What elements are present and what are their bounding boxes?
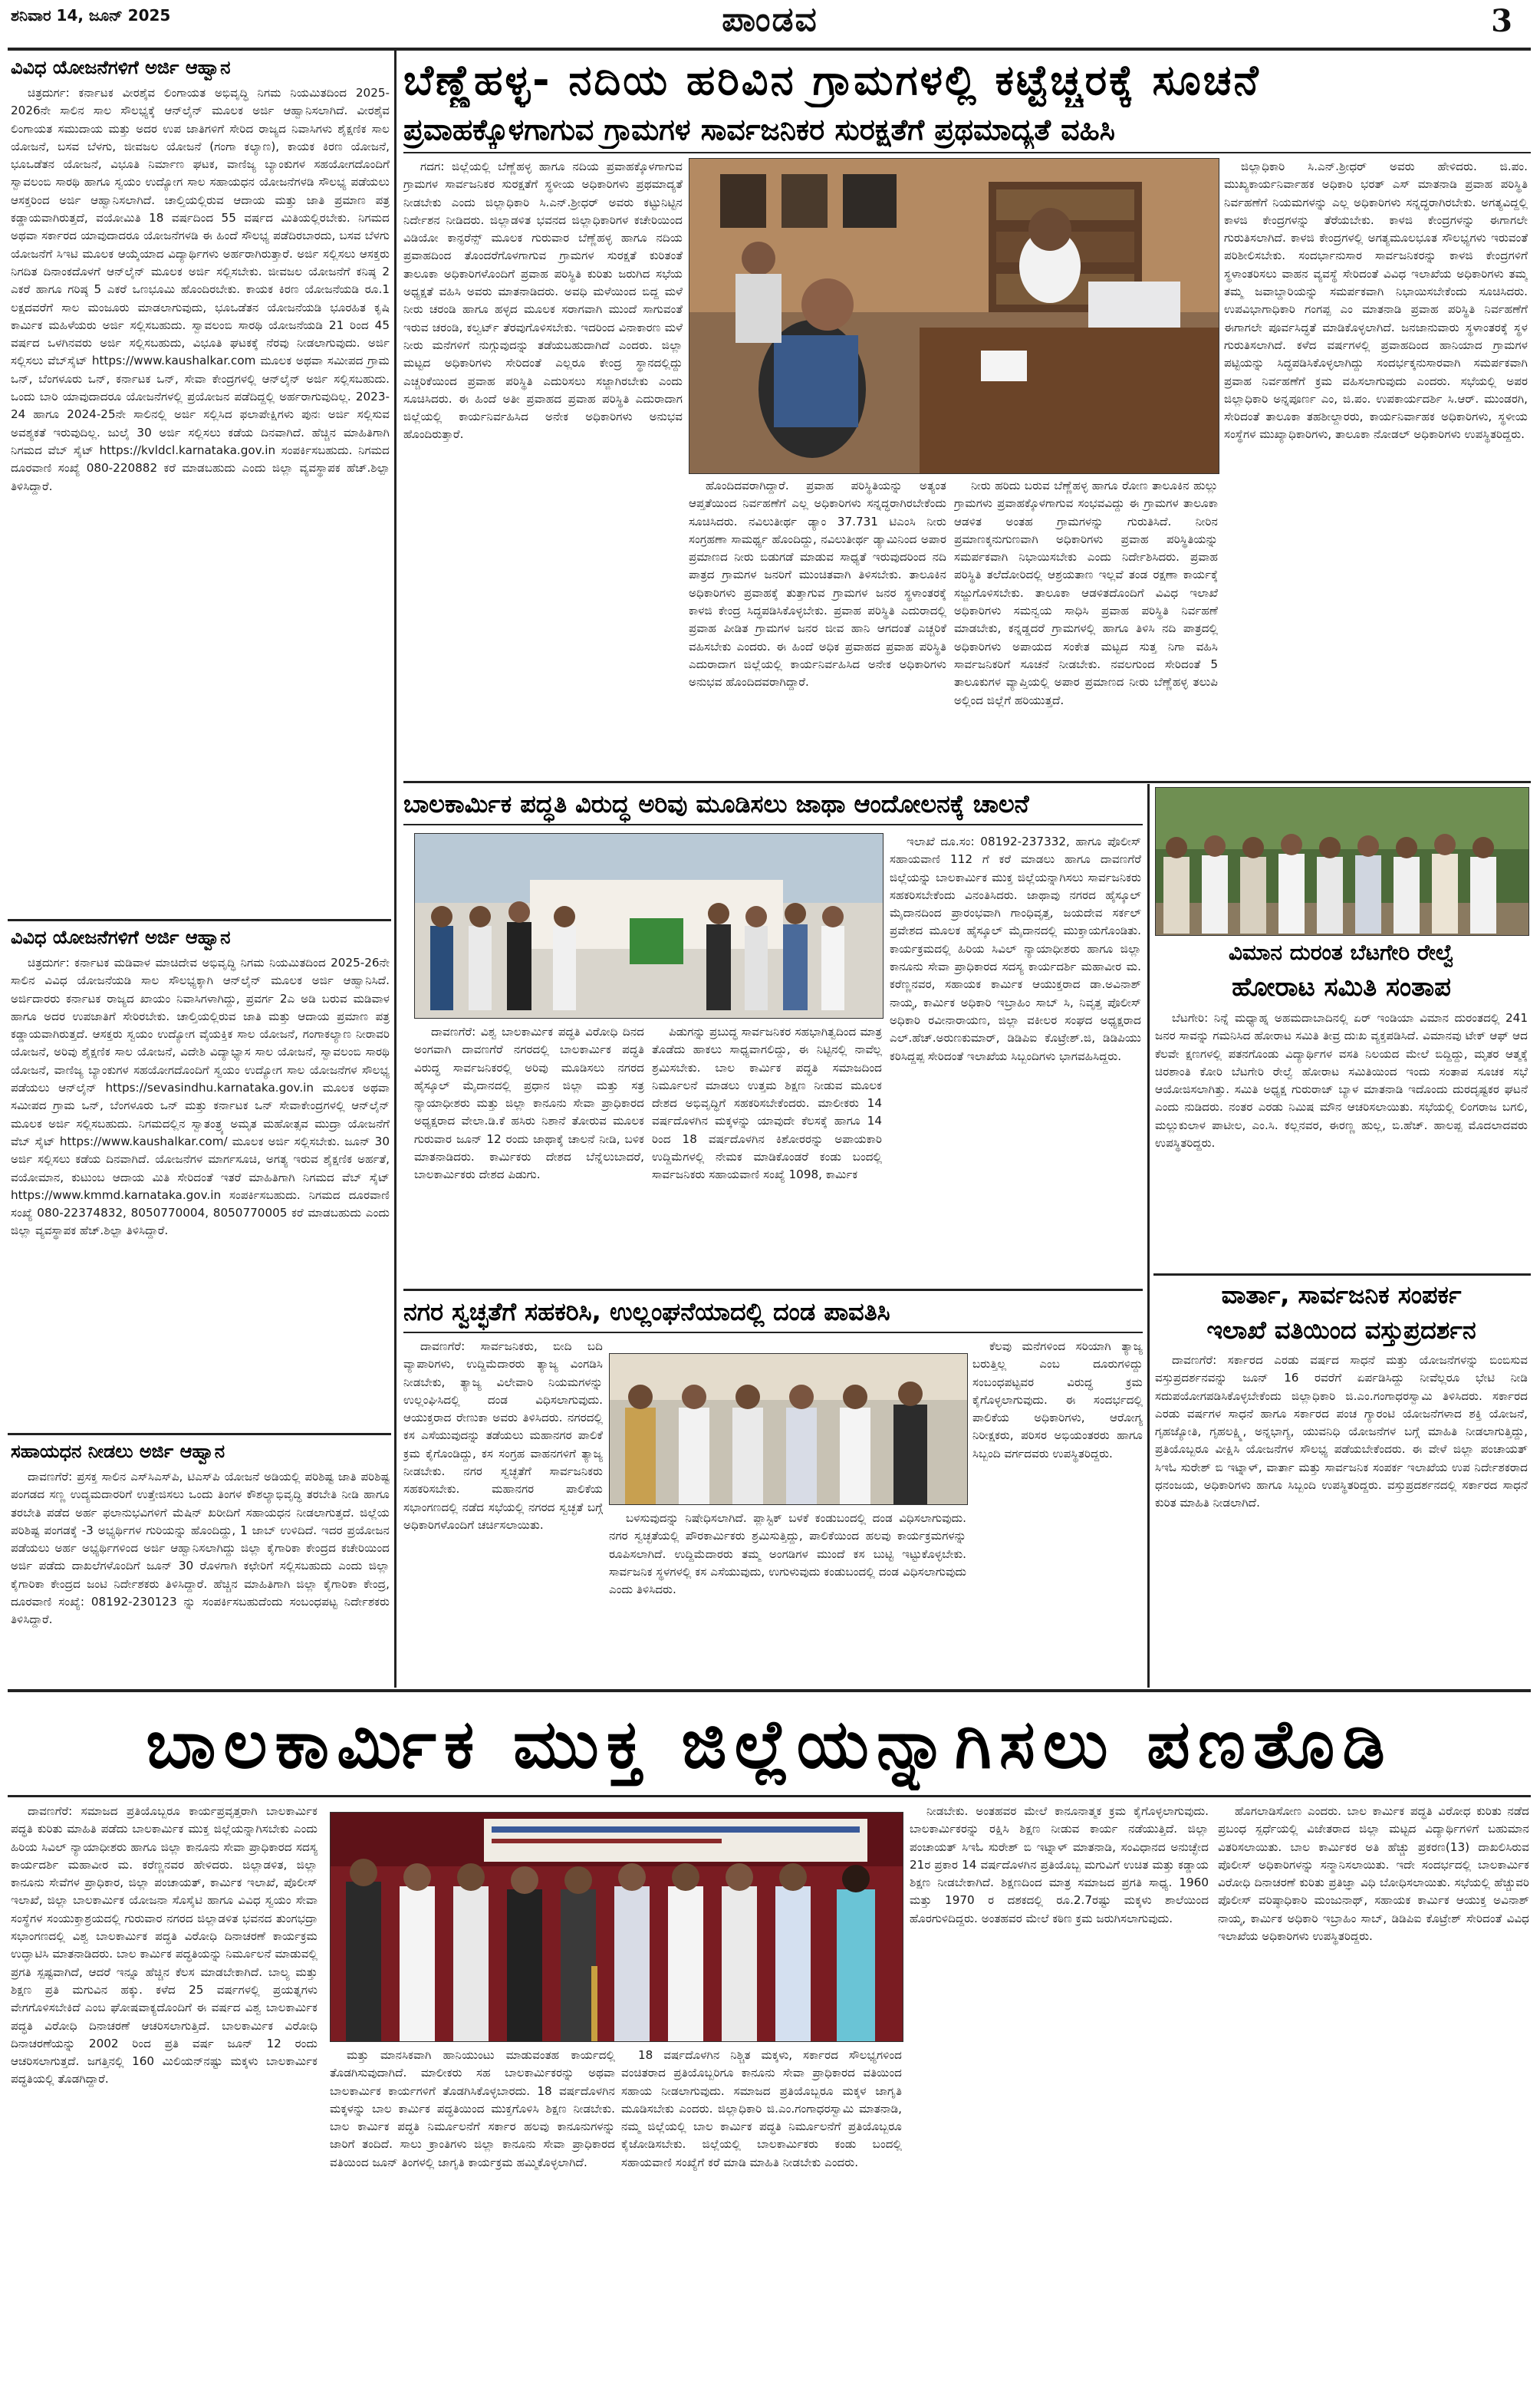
clean-article-col-1	[403, 1338, 603, 1686]
left-article-3	[11, 1468, 390, 1685]
plane-article-text: ಬೆಟಗೇರಿ: ನಿನ್ನೆ ಮಧ್ಯಾಹ್ನ ಅಹಮದಾಬಾದಿನಲ್ಲಿ ಏರ್ ಇಂಡಿಯಾ ವಿಮಾನ ದುರಂತದಲ್ಲಿ 241 ಜನರ ಸಾವನ್ನು ಗಮನಿಸಿದ ಹೋರಾಟ ಸಮಿತಿ ತೀವ್ರ ದುಃಖ ವ್ಯಕ್ತಪಡಿಸಿದೆ. ವಿಮಾನವು ಟೇಕ್ ಆಫ್ ಆದ ಕೆಲವೇ ಕ್ಷಣಗಳಲ್ಲಿ ಪತನಗೊಂಡು ವಿದ್ಯಾರ್ಥಿಗಳ ವಸತಿ ನಿಲಯದ ಮೇಲೆ ಬಿದ್ದಿದ್ದು, ಮೃತರ ಆತ್ಮಕ್ಕೆ ಚಿರಶಾಂತಿ ಕೋರಿ ಬೆಟಗೇರಿ ರೇಲ್ವೆ ಹೋರಾಟ ಸಮಿತಿಯಿಂದ ಇಂದು ಸಂತಾಪ ಸೂಚಕ ಸಭೆ ಆಯೋಜಿಸಲಾಗಿತ್ತು. ಸಮಿತಿ ಅಧ್ಯಕ್ಷ ಗುರುರಾಜ್ ಬ್ಯಾಳ ಮಾತನಾಡಿ ಇದೊಂದು ದುರದೃಷ್ಟಕರ ಘಟನೆ ಎಂದು ನುಡಿದರು. ನಂತರ ಎರಡು ನಿಮಿಷ ಮೌನ ಆಚರಿಸಲಾಯಿತು. ಸಭೆಯಲ್ಲಿ ಲಿಂಗರಾಜ ಬಗಲಿ, ಮಲ್ಲುಕುಲಾಳ ಪಾಟೀಲ, ಎಂ.ಸಿ. ಕಲ್ಲನವರ, ಈರಣ್ಣ ಹುಲ್ಲ, ಬಿ.ಹೆಚ್. ಹಾಲಪ್ಪ ಮೊದಲಾದವರು ಉಪಸ್ಥಿತರಿದ್ದರು.	[1155, 1011, 1528, 1151]
bottom-top-rule	[8, 1689, 1531, 1692]
bottom-article-col-2-text: ಮತ್ತು ಮಾನಸಿಕವಾಗಿ ಹಾನಿಯುಂಟು ಮಾಡುವಂತಹ ಕಾರ್ಯದಲ್ಲಿ ತೊಡಗಿಸುವುದಾಗಿದೆ. ಮಾಲೀಕರು ಸಹ ಬಾಲಕಾರ್ಮಿಕರನ್ನು ಅಥವಾ ಬಾಲಕಾರ್ಮಿಕ ಕಾರ್ಯಗಳಿಗೆ ತೊಡಗಿಸಿಕೊಳ್ಳಬಾರದು. 18 ವರ್ಷದೊಳಗಿನ ಮಕ್ಕಳನ್ನು ಬಾಲ ಕಾರ್ಮಿಕ ಪದ್ಧತಿಯಿಂದ ಮುಕ್ತಗೊಳಿಸಿ ಶಿಕ್ಷಣ ನೀಡಬೇಕು. ಬಾಲ ಕಾರ್ಮಿಕ ಪದ್ಧತಿ ನಿರ್ಮೂಲನೆಗೆ ಸರ್ಕಾರ ಹಲವು ಕಾನೂನುಗಳನ್ನು ಜಾರಿಗೆ ತಂದಿದೆ. ಸಾಲು ಕ್ರಾಂತಿಗಳು ಜಿಲ್ಲಾ ಕಾನೂನು ಸೇವಾ ಪ್ರಾಧಿಕಾರದ ವತಿಯಿಂದ ಜೂನ್ ತಿಂಗಳಲ್ಲಿ ಜಾಗೃತಿ ಕಾರ್ಯಕ್ರಮ ಹಮ್ಮಿಕೊಳ್ಳಲಾಗಿದೆ.	[330, 2048, 615, 2169]
masthead-rule	[8, 48, 1531, 51]
top-subheadline: ಪ್ರವಾಹಕ್ಕೊಳಗಾಗುವ ಗ್ರಾಮಗಳ ಸಾರ್ವಜನಿಕರ ಸುರಕ್ಷತೆಗೆ ಪ್ರಥಮಾದ್ಯತೆ ವಹಿಸಿ	[403, 113, 1115, 147]
meeting-photo-illustration	[689, 159, 1219, 473]
top-article-col-3-text: ನೀರು ಹರಿದು ಬರುವ ಬೆಣ್ಣೆಹಳ್ಳ ಹಾಗೂ ರೋಣ ತಾಲೂಕಿನ ಹುಲ್ಲು ಗ್ರಾಮಗಳು ಪ್ರವಾಹಕ್ಕೊಳಗಾಗುವ ಸಂಭವವಿದ್ದು ಈ ಗ್ರಾಮಗಳ ತಾಲೂಕಾ ಆಡಳಿತ ಅಂತಹ ಗ್ರಾಮಗಳನ್ನು ಗುರುತಿಸಿದೆ. ನೀರಿನ ಪ್ರಮಾಣಕ್ಕನುಗುಣವಾಗಿ ಅಧಿಕಾರಿಗಳು ಪ್ರವಾಹ ಪರಿಸ್ಥಿತಿಯನ್ನು ಸಮರ್ಪಕವಾಗಿ ನಿಭಾಯಿಸಬೇಕು ಎಂದು ನಿರ್ದೇಶಿಸಿದರು. ಪ್ರವಾಹ ಪರಿಸ್ಥಿತಿ ತಲೆದೋರಿದಲ್ಲಿ ಆಶ್ರಯತಾಣ ಇಲ್ಲವೆ ತಂಡ ರಕ್ಷಣಾ ಕಾರ್ಯಕ್ಕೆ ಸಜ್ಜುಗೊಳಿಸಬೇಕು. ತಾಲೂಕಾ ಆಡಳಿತದೊಂದಿಗೆ ವಿವಿಧ ಇಲಾಖೆ ಅಧಿಕಾರಿಗಳು ಸಮನ್ವಯ ಸಾಧಿಸಿ ಪ್ರವಾಹ ಪರಿಸ್ಥಿತಿ ನಿರ್ವಹಣೆ ಮಾಡಬೇಕು, ಕನ್ನಡ್ಡದರೆ ಗ್ರಾಮಗಳಲ್ಲಿ ಹಾಗೂ ತಿಳಿಸಿ ನದಿ ಪಾತ್ರದಲ್ಲಿ ಅಧಿಕಾರಿಗಳು ಅಪಾಯದ ಸಂಕೇತ ಮಟ್ಟದ ಸುತ್ತ ನಿಗಾ ವಹಿಸಿ ಸಾರ್ವಜನಿಕರಿಗೆ ಸೂಚನೆ ನೀಡಬೇಕು. ನವಲಗುಂದ ಸೇರಿದಂತೆ 5 ತಾಲೂಕುಗಳ ವ್ಯಾಪ್ತಿಯಲ್ಲಿ ಅಪಾರ ಪ್ರಮಾಣದ ನೀರು ಬೆಣ್ಣೆಹಳ್ಳ ತಲುಪಿ ಅಲ್ಲಿಂದ ಜಿಲ್ಲೆಗೆ ಹರಿಯುತ್ತದೆ.	[954, 479, 1218, 707]
left-article-2	[11, 954, 390, 1430]
plane-article	[1155, 1009, 1528, 1272]
jatha-article-col-1	[414, 1023, 644, 1286]
left-article-1-text: ಚಿತ್ರದುರ್ಗ: ಕರ್ನಾಟಕ ವೀರಶೈವ ಲಿಂಗಾಯತ ಅಭಿವೃದ್ಧಿ ನಿಗಮ ನಿಯಮಿತದಿಂದ 2025-2026ನೇ ಸಾಲಿನ ಸಾಲ ಸೌಲಭ್ಯಕ್ಕೆ ಆನ್‌ಲೈನ್ ಮೂಲಕ ಅರ್ಜಿ ಆಹ್ವಾನಿಸಲಾಗಿದೆ. ವೀರಶೈವ ಲಿಂಗಾಯತ ಸಮುದಾಯ ಮತ್ತು ಅದರ ಉಪ ಜಾತಿಗಳಿಗೆ ಸೇರಿದ ರಾಜ್ಯದ ನಿವಾಸಿಗಳು ಶೈಕ್ಷಣಿಕ ಸಾಲ ಯೋಜನೆ, ಬಸವ ಬೆಳಗು, ಜೀವಜಲ ಯೋಜನೆ (ಗಂಗಾ ಕಲ್ಯಾಣ), ಕಾಯಕ ಕಿರಣ ಯೋಜನೆ, ಭೂಒಡೆತನ ಯೋಜನೆ, ವಿಭೂತಿ ನಿರ್ಮಾಣ ಘಟಕ, ವಾಣಿಜ್ಯ ಬ್ಯಾಂಕುಗಳ ಸಹಯೋಗದೊಂದಿಗೆ ಸ್ವಾವಲಂಬಿ ಸಾರಥಿ ಹಾಗೂ ಸ್ವಯಂ ಉದ್ಯೋಗ ಸಾಲ ಸಹಾಯಧನ ಯೋಜನೆಗಳಡಿ ಸೌಲಭ್ಯ ಪಡೆಯಲು ಆಸಕ್ತರಿಂದ ಅರ್ಜಿ ಆಹ್ವಾನಿಸಲಾಗಿದೆ. ಚಾಲ್ತಿಯಲ್ಲಿರುವ ಆದಾಯ ಮತ್ತು ಜಾತಿ ಪ್ರಮಾಣ ಪತ್ರ ಕಡ್ಡಾಯವಾಗಿರುತ್ತದೆ, ವಯೋಮಿತಿ 18 ವರ್ಷದಿಂದ 55 ವರ್ಷದ ಮಿತಿಯಲ್ಲಿರಬೇಕು. ನಿಗಮದ ಅಥವಾ ಸರ್ಕಾರದ ಯಾವುದಾದರೂ ಯೋಜನೆಗಳಡಿ ಈ ಹಿಂದೆ ಸೌಲಭ್ಯ ಪಡೆದಿರಬಾರದು, ಬಸವ ಬೆಳಗು ಯೋಜನೆಗೆ ಸಿಇಟಿ ಮೂಲಕ ಆಯ್ಕೆಯಾದ ವಿದ್ಯಾರ್ಥಿಗಳು ಅರ್ಹರಾಗಿರುತ್ತಾರೆ. ಅರ್ಜಿ ಸಲ್ಲಿಸಲು ಆಸಕ್ತರು ನಿಗದಿತ ದಿನಾಂಕದೊಳಗೆ ಆನ್‌ಲೈನ್ ಮೂಲಕ ಅರ್ಜಿ ಸಲ್ಲಿಸಬೇಕು. ಜೀವಜಲ ಯೋಜನೆಗೆ ಕನಿಷ್ಠ 2 ಎಕರೆ ಹಾಗೂ ಗರಿಷ್ಠ 5 ಎಕರೆ ಒಣಭೂಮಿ ಹೊಂದಿರಬೇಕು. ಕಾಯಕ ಕಿರಣ ಯೋಜನೆಯಡಿ ರೂ.1 ಲಕ್ಷದವರೆಗೆ ಸಾಲ ಮಂಜೂರು ಮಾಡಲಾಗುವುದು, ಭೂಒಡೆತನ ಯೋಜನೆಯಡಿ ಭೂರಹಿತ ಕೃಷಿ ಕಾರ್ಮಿಕ ಮಹಿಳೆಯರು ಅರ್ಜಿ ಸಲ್ಲಿಸಬಹುದು. ಸ್ವಾವಲಂಬಿ ಸಾರಥಿ ಯೋಜನೆಯಡಿ 21 ರಿಂದ 45 ವರ್ಷದ ಒಳಗಿನವರು ಅರ್ಜಿ ಸಲ್ಲಿಸಬಹುದು, ವಿಭೂತಿ ಘಟಕಕ್ಕೆ ನೆರವು ನೀಡಲಾಗುವುದು. ಅರ್ಜಿ ಸಲ್ಲಿಸಲು ವೆಬ್‌ಸೈಟ್ https://www.kaushalkar.com ಮೂಲಕ ಅಥವಾ ಸಮೀಪದ ಗ್ರಾಮ ಒನ್, ಬೆಂಗಳೂರು ಒನ್, ಕರ್ನಾಟಕ ಒನ್, ಸೇವಾ ಕೇಂದ್ರಗಳಲ್ಲಿ ಆನ್‌ಲೈನ್ ಅರ್ಜಿ ಸಲ್ಲಿಸಬಹುದು. ಒಂದು ಬಾರಿ ಯಾವುದಾದರೂ ಯೋಜನೆಗಳಲ್ಲಿ ಪ್ರಯೋಜನ ಪಡೆದಿದ್ದಲ್ಲಿ ಅರ್ಹರಾಗುವುದಿಲ್ಲ. 2023-24 ಹಾಗೂ 2024-25ನೇ ಸಾಲಿನಲ್ಲಿ ಅರ್ಜಿ ಸಲ್ಲಿಸಿದ ಫಲಾಪೇಕ್ಷಿಗಳು ಪುನಃ ಅರ್ಜಿ ಸಲ್ಲಿಸುವ ಅವಶ್ಯಕತೆ ಇರುವುದಿಲ್ಲ. ಜುಲೈ 30 ಅರ್ಜಿ ಸಲ್ಲಿಸಲು ಕಡೆಯ ದಿನವಾಗಿದೆ. ಹೆಚ್ಚಿನ ಮಾಹಿತಿಗಾಗಿ ನಿಗಮದ ವೆಬ್ ಸೈಟ್ https://kvldcl.karnataka.gov.in ಸಂಪರ್ಕಿಸಬಹುದು. ನಿಗಮದ ದೂರವಾಣಿ ಸಂಖ್ಯೆ 080-220882 ಕರೆ ಮಾಡಬಹುದು ಎಂದು ಜಿಲ್ಲಾ ವ್ಯವಸ್ಥಾಪಕ ಹೆಚ್.ಶಿಲ್ಪಾ ತಿಳಿಸಿದ್ದಾರೆ.	[11, 86, 390, 493]
clean-headline: ನಗರ ಸ್ವಚ್ಛತೆಗೆ ಸಹಕರಿಸಿ, ಉಲ್ಲಂಘನೆಯಾದಲ್ಲಿ ದಂಡ ಪಾವತಿಸಿ	[403, 1297, 890, 1326]
top-article-col-2-text: ಹೊಂದಿದವರಾಗಿದ್ದಾರೆ. ಪ್ರವಾಹ ಪರಿಸ್ಥಿತಿಯನ್ನು ಅತ್ಯಂತ ಆಪ್ತತೆಯಿಂದ ನಿರ್ವಹಣೆಗೆ ಎಲ್ಲ ಅಧಿಕಾರಿಗಳು ಸನ್ನದ್ಧರಾಗಿರಬೇಕೆಂದು ಸೂಚಿಸಿದರು. ನವಿಲುತೀರ್ಥ ಡ್ಯಾಂ 37.731 ಟಿಎಂಸಿ ನೀರು ಸಂಗ್ರಹಣಾ ಸಾಮರ್ಥ್ಯ ಹೊಂದಿದ್ದು, ನವಿಲುತೀರ್ಥ ಡ್ಯಾಮಿನಿಂದ ಅಪಾರ ಪ್ರಮಾಣದ ನೀರು ಬಿಡುಗಡೆ ಮಾಡುವ ಸಾಧ್ಯತೆ ಇರುವುದರಿಂದ ನದಿ ಪಾತ್ರದ ಗ್ರಾಮಗಳ ಜನರಿಗೆ ಮುಂಚಿತವಾಗಿ ತಿಳಿಸಬೇಕು. ತಾಲೂಕಿನ ಅಧಿಕಾರಿಗಳು ಪ್ರವಾಹಕ್ಕೆ ತುತ್ತಾಗುವ ಗ್ರಾಮಗಳ ಜನರ ಸ್ಥಳಾಂತರಕ್ಕೆ ಕಾಳಜಿ ಕೇಂದ್ರ ಸಿದ್ಧಪಡಿಸಿಕೊಳ್ಳಬೇಕು. ಪ್ರವಾಹ ಪರಿಸ್ಥಿತಿ ಎದುರಾದಲ್ಲಿ ಪ್ರವಾಹ ಪೀಡಿತ ಗ್ರಾಮಗಳ ಜನರ ಜೀವ ಹಾನಿ ಆಗದಂತೆ ಎಚ್ಚರಿಕೆ ವಹಿಸಬೇಕು ಎಂದರು. ಈ ಹಿಂದೆ ಅಧಿಕ ಪ್ರವಾಹದ ಪ್ರವಾಹ ಪರಿಸ್ಥಿತಿ ಎದುರಾದಾಗ ಜಿಲ್ಲೆಯಲ್ಲಿ ಕಾರ್ಯನಿರ್ವಹಿಸಿದ ಅನೇಕ ಅಧಿಕಾರಿಗಳು ಅನುಭವ ಹೊಂದಿದವರಾಗಿದ್ದಾರೆ.	[689, 479, 946, 690]
left-vertical-rule	[394, 51, 397, 1688]
left-headline-3: ಸಹಾಯಧನ ನೀಡಲು ಅರ್ಜಿ ಆಹ್ವಾನ	[11, 1441, 225, 1462]
clean-photo-illustration	[610, 1354, 967, 1504]
info-headline-2: ಇಲಾಖೆ ವತಿಯಿಂದ ವಸ್ತುಪ್ರದರ್ಶನ	[1206, 1316, 1476, 1345]
left-article-1	[11, 84, 390, 917]
top-article-col-4-text: ಜಿಲ್ಲಾಧಿಕಾರಿ ಸಿ.ಎನ್.ಶ್ರೀಧರ್ ಅವರು ಹೇಳಿದರು. ಜಿ.ಪಂ. ಮುಖ್ಯಕಾರ್ಯನಿರ್ವಾಹಕ ಅಧಿಕಾರಿ ಭರತ್ ಎಸ್ ಮಾತನಾಡಿ ಪ್ರವಾಹ ಪರಿಸ್ಥಿತಿ ನಿರ್ವಹಣೆಗೆ ನಿಯಮಗಳನ್ನು ಎಲ್ಲ ಅಧಿಕಾರಿಗಳು ಸನ್ನದ್ಧರಾಗಿರಬೇಕು. ಅಗತ್ಯವಿದ್ದಲ್ಲಿ ಕಾಳಜಿ ಕೇಂದ್ರಗಳನ್ನು ತೆರೆಯಬೇಕು. ಕಾಳಜಿ ಕೇಂದ್ರಗಳನ್ನು ಈಗಾಗಲೇ ಗುರುತಿಸಲಾಗಿದೆ. ಕಾಳಜಿ ಕೇಂದ್ರಗಳಲ್ಲಿ ಅಗತ್ಯಮೂಲಭೂತ ಸೌಲಭ್ಯಗಳು ಇರುವಂತೆ ಪರಿಶೀಲಿಸಬೇಕು. ಸಂದರ್ಭಾನುಸಾರ ಸಾರ್ವಜನಿಕರನ್ನು ಕಾಳಜಿ ಕೇಂದ್ರಗಳಿಗೆ ಸ್ಥಳಾಂತರಿಸಲು ವಾಹನ ವ್ಯವಸ್ಥೆ ಸೇರಿದಂತೆ ವಿವಿಧ ಇಲಾಖೆಯ ಅಧಿಕಾರಿಗಳು ತಮ್ಮ ತಮ್ಮ ಜವಾಬ್ದಾರಿಯನ್ನು ಸಮರ್ಪಕವಾಗಿ ನಿಭಾಯಿಸಬೇಕೆಂದು ಸೂಚಿಸಿದರು. ಉಪವಿಭಾಗಾಧಿಕಾರಿ ಗಂಗಪ್ಪ ಎಂ ಮಾತನಾಡಿ ಪ್ರವಾಹ ಪರಿಸ್ಥಿತಿ ನಿರ್ವಹಣೆಗೆ ಈಗಾಗಲೇ ಪೂರ್ವಸಿದ್ಧತೆ ಮಾಡಿಕೊಳ್ಳಲಾಗಿದೆ. ಜನಜಾನುವಾರು ಸ್ಥಳಾಂತರಕ್ಕೆ ಸ್ಥಳ ಗುರುತಿಸಲಾಗಿದೆ. ಕಳೆದ ವರ್ಷಗಳಲ್ಲಿ ಪ್ರವಾಹದಿಂದ ಹಾನಿಯಾದ ಗ್ರಾಮಗಳ ಪಟ್ಟಿಯನ್ನು ಸಿದ್ಧಪಡಿಸಿಕೊಳ್ಳಲಾಗಿದ್ದು ಸಂದರ್ಭಕ್ಕನುಸಾರವಾಗಿ ಸಮರ್ಪಕವಾಗಿ ಪ್ರವಾಹ ನಿರ್ವಹಣೆಗೆ ಕ್ರಮ ವಹಿಸಲಾಗುವುದು ಎಂದರು. ಸಭೆಯಲ್ಲಿ ಅಪರ ಜಿಲ್ಲಾಧಿಕಾರಿ ಅನ್ನಪೂರ್ಣ ಎಂ, ಜಿ.ಪಂ. ಉಪಕಾರ್ಯದರ್ಶಿ ಸಿ.ಆರ್. ಮುಂಡರಗಿ, ಸೇರಿದಂತೆ ತಾಲೂಕಾ ತಹಶೀಲ್ದಾರರು, ಕಾರ್ಯನಿರ್ವಾಹಕ ಅಧಿಕಾರಿಗಳು, ಸ್ಥಳೀಯ ಸಂಸ್ಥೆಗಳ ಮುಖ್ಯಾಧಿಕಾರಿಗಳು, ತಾಲೂಕಾ ನೋಡಲ್ ಅಧಿಕಾರಿಗಳು ಉಪಸ್ಥಿತರಿದ್ದರು.	[1224, 160, 1528, 442]
jatha-headline: ಬಾಲಕಾರ್ಮಿಕ ಪದ್ಧತಿ ವಿರುದ್ಧ ಅರಿವು ಮೂಡಿಸಲು ಜಾಥಾ ಆಂದೋಲನಕ್ಕೆ ಚಾಲನೆ	[403, 789, 1029, 818]
clean-article-col-1-text: ದಾವಣಗೆರೆ: ಸಾರ್ವಜನಿಕರು, ಬೀದಿ ಬದಿ ವ್ಯಾಪಾರಿಗಳು, ಉದ್ದಿಮೆದಾರರು ತ್ಯಾಜ್ಯ ವಿಂಗಡಿಸಿ ನೀಡಬೇಕು, ತ್ಯಾಜ್ಯ ವಿಲೇವಾರಿ ನಿಯಮಗಳನ್ನು ಉಲ್ಲಂಘಿಸಿದಲ್ಲಿ ದಂಡ ವಿಧಿಸಲಾಗುವುದು. ಆಯುಕ್ತರಾದ ರೇಣುಕಾ ಅವರು ತಿಳಿಸಿದರು. ನಗರದಲ್ಲಿ ಕಸ ಎಸೆಯುವುದನ್ನು ತಡೆಯಲು ಮಹಾನಗರ ಪಾಲಿಕೆ ಕ್ರಮ ಕೈಗೊಂಡಿದ್ದು, ಕಸ ಸಂಗ್ರಹ ವಾಹನಗಳಿಗೆ ತ್ಯಾಜ್ಯ ನೀಡಬೇಕು. ನಗರ ಸ್ವಚ್ಛತೆಗೆ ಸಾರ್ವಜನಿಕರು ಸಹಕರಿಸಬೇಕು. ಮಹಾನಗರ ಪಾಲಿಕೆಯ ಸಭಾಂಗಣದಲ್ಲಿ ನಡೆದ ಸಭೆಯಲ್ಲಿ ನಗರದ ಸ್ವಚ್ಛತೆ ಬಗ್ಗೆ ಅಧಿಕಾರಿಗಳೊಂದಿಗೆ ಚರ್ಚಿಸಲಾಯಿತು.	[403, 1339, 603, 1532]
top-banner-headline: ಬೆಣ್ಣೆಹಳ್ಳ- ನದಿಯ ಹರಿವಿನ ಗ್ರಾಮಗಳಲ್ಲಿ ಕಟ್ಟೆಚ್ಚರಕ್ಕೆ ಸೂಚನೆ	[403, 56, 1261, 104]
clean-underline	[403, 1332, 1143, 1333]
jatha-article-col-3	[890, 833, 1141, 1286]
plane-headline-2: ಹೋರಾಟ ಸಮಿತಿ ಸಂತಾಪ	[1232, 972, 1451, 1003]
bottom-article-col-1	[11, 1803, 318, 2393]
bottom-banner-headline: ಬಾಲಕಾರ್ಮಿಕ ಮುಕ್ತ ಜಿಲ್ಲೆಯನ್ನಾಗಿಸಲು ಪಣತೊಡಿ	[146, 1704, 1393, 1783]
bottom-banner-rule	[8, 1795, 1531, 1797]
jatha-article-col-2-text: ಪಿಡುಗನ್ನು ಪ್ರಬುದ್ಧ ಸಾರ್ವಜನಿಕರ ಸಹಭಾಗಿತ್ವದಿಂದ ಮಾತ್ರ ತೊಡೆದು ಹಾಕಲು ಸಾಧ್ಯವಾಗಲಿದ್ದು, ಈ ನಿಟ್ಟಿನಲ್ಲಿ ನಾವೆಲ್ಲ ಶ್ರಮಿಸಬೇಕು. ಬಾಲ ಕಾರ್ಮಿಕ ಪದ್ಧತಿ ಸಮಾಜದಿಂದ ನಿರ್ಮೂಲನೆ ಮಾಡಲು ಉತ್ತಮ ಶಿಕ್ಷಣ ನೀಡುವ ಮೂಲಕ ದೇಶದ ಅಭಿವೃದ್ಧಿಗೆ ಸಹಕರಿಸಬೇಕೆಂದರು. ಮಾಲೀಕರು 14 ವರ್ಷದೊಳಗಿನ ಮಕ್ಕಳನ್ನು ಯಾವುದೇ ಕೆಲಸಕ್ಕೆ ಹಾಗೂ 14 ರಿಂದ 18 ವರ್ಷದೊಳಗಿನ ಕಿಶೋರರನ್ನು ಅಪಾಯಕಾರಿ ಉದ್ದಿಮೆಗಳಲ್ಲಿ ನೇಮಕ ಮಾಡಿಕೊಂಡರೆ ಕಂಡು ಬಂದಲ್ಲಿ ಸಾರ್ವಜನಿಕರು ಸಹಾಯವಾಣಿ ಸಂಖ್ಯೆ 1098, ಕಾರ್ಮಿಕ	[652, 1025, 882, 1182]
bottom-article-col-5	[1218, 1803, 1529, 2393]
top-article-col-4	[1224, 158, 1528, 779]
bottom-article-col-1-text: ದಾವಣಗೆರೆ: ಸಮಾಜದ ಪ್ರತಿಯೊಬ್ಬರೂ ಕಾರ್ಯಪ್ರವೃತ್ತರಾಗಿ ಬಾಲಕಾರ್ಮಿಕ ಪದ್ಧತಿ ಕುರಿತು ಮಾಹಿತಿ ಪಡೆದು ಬಾಲಕಾರ್ಮಿಕ ಮುಕ್ತ ಜಿಲ್ಲೆಯನ್ನಾಗಿಸಬೇಕು ಎಂದು ಹಿರಿಯ ಸಿವಿಲ್ ನ್ಯಾಯಾಧೀಶರು ಹಾಗೂ ಜಿಲ್ಲಾ ಕಾನೂನು ಸೇವಾ ಪ್ರಾಧಿಕಾರದ ಸದಸ್ಯ ಕಾರ್ಯದರ್ಶಿ ಮಹಾವೀರ ಮ. ಕರೆಣ್ಣನವರ ಹೇಳಿದರು. ಜಿಲ್ಲಾಡಳಿತ, ಜಿಲ್ಲಾ ಕಾನೂನು ಸೇವೆಗಳ ಪ್ರಾಧಿಕಾರ, ಜಿಲ್ಲಾ ಪಂಚಾಯತ್, ಕಾರ್ಮಿಕ ಇಲಾಖೆ, ಪೊಲೀಸ್ ಇಲಾಖೆ, ಜಿಲ್ಲಾ ಬಾಲಕಾರ್ಮಿಕ ಯೋಜನಾ ಸೊಸೈಟಿ ಹಾಗೂ ವಿವಿಧ ಸ್ವಯಂ ಸೇವಾ ಸಂಸ್ಥೆಗಳ ಸಂಯುಕ್ತಾಶ್ರಯದಲ್ಲಿ ಗುರುವಾರ ನಗರದ ಜಿಲ್ಲಾಡಳಿತ ಭವನದ ತುಂಗಭದ್ರಾ ಸಭಾಂಗಣದಲ್ಲಿ ವಿಶ್ವ ಬಾಲಕಾರ್ಮಿಕ ಪದ್ಧತಿ ವಿರೋಧಿ ದಿನಾಚರಣೆ ಕಾರ್ಯಕ್ರಮ ಉದ್ಘಾಟಿಸಿ ಮಾತನಾಡಿದರು. ಬಾಲ ಕಾರ್ಮಿಕ ಪದ್ಧತಿಯನ್ನು ನಿರ್ಮೂಲನೆ ಮಾಡುವಲ್ಲಿ ಪ್ರಗತಿ ಸ್ಪಷ್ಟವಾಗಿದೆ, ಆದರೆ ಇನ್ನೂ ಹೆಚ್ಚಿನ ಕೆಲಸ ಮಾಡಬೇಕಾಗಿದೆ. ಬಾಲ್ಯ ಮತ್ತು ಶಿಕ್ಷಣ ಪ್ರತಿ ಮಗುವಿನ ಹಕ್ಕು. ಕಳೆದ 25 ವರ್ಷಗಳಲ್ಲಿ ಪ್ರಯತ್ನಗಳು ವೇಗಗೊಳಿಸಬೇಕಿದೆ ಎಂಬ ಘೋಷವಾಕ್ಯದೊಂದಿಗೆ ಈ ವರ್ಷದ ವಿಶ್ವ ಬಾಲಕಾರ್ಮಿಕ ಪದ್ಧತಿ ವಿರೋಧಿ ದಿನಾಚರಣೆ ಆಚರಿಸಲಾಗುತ್ತಿದೆ. ಬಾಲಕಾರ್ಮಿಕ ವಿರೋಧಿ ದಿನಾಚರಣೆಯನ್ನು 2002 ರಿಂದ ಪ್ರತಿ ವರ್ಷ ಜೂನ್ 12 ರಂದು ಆಚರಿಸಲಾಗುತ್ತದೆ. ಜಗತ್ತಿನಲ್ಲಿ 160 ಮಿಲಿಯನ್‌ನಷ್ಟು ಮಕ್ಕಳು ಬಾಲಕಾರ್ಮಿಕ ಪದ್ಧತಿಯಲ್ಲಿ ತೊಡಗಿದ್ದಾರೆ.	[11, 1804, 318, 2086]
left-article-3-text: ದಾವಣಗೆರೆ: ಪ್ರಸಕ್ತ ಸಾಲಿನ ಎಸ್‌ಸಿಎಸ್‌ಪಿ, ಟಿಎಸ್‌ಪಿ ಯೋಜನೆ ಅಡಿಯಲ್ಲಿ ಪರಿಶಿಷ್ಟ ಜಾತಿ ಪರಿಶಿಷ್ಟ ಪಂಗಡದ ಸಣ್ಣ ಉದ್ಯಮದಾರರಿಗೆ ಉತ್ತೇಜಿಸಲು ಒಂದು ತಿಂಗಳ ಕೌಶಲ್ಯಾಭಿವೃದ್ಧಿ ತರಬೇತಿ ನೀಡಿ ಹಾಗೂ ತರಬೇತಿ ಪಡೆದ ಅರ್ಹ ಫಲಾನುಭವಿಗಳಿಗೆ ಮೆಷಿನ್ ಖರೀದಿಗೆ ಸಹಾಯಧನ ನೀಡಲಾಗುತ್ತದೆ. ಜಿಲ್ಲೆಯ ಪರಿಶಿಷ್ಟ ಪಂಗಡಕ್ಕೆ -3 ಅಭ್ಯರ್ಥಿಗಳ ಗುರಿಯನ್ನು ಹೊಂದಿದ್ದು, 1 ಜಾಬ್ ಉಳಿದಿದೆ. ಇದರ ಪ್ರಯೋಜನ ಪಡೆಯಲು ಅರ್ಹ ಅಭ್ಯರ್ಥಿಗಳಿಂದ ಅರ್ಜಿ ಆಹ್ವಾನಿಸಲಾಗಿದ್ದು ಜಿಲ್ಲಾ ಕೈಗಾರಿಕಾ ಕೇಂದ್ರದ ಕಚೇರಿಯಿಂದ ಅರ್ಜಿ ಪಡೆದು ದಾಖಲೆಗಳೊಂದಿಗೆ ಜೂನ್ 30 ರೊಳಗಾಗಿ ಕಛೇರಿಗೆ ಸಲ್ಲಿಸಬಹುದು ಎಂದು ಜಿಲ್ಲಾ ಕೈಗಾರಿಕಾ ಕೇಂದ್ರದ ಜಂಟಿ ನಿರ್ದೇಶಕರು ತಿಳಿಸಿದ್ದಾರೆ. ಹೆಚ್ಚಿನ ಮಾಹಿತಿಗಾಗಿ ಜಿಲ್ಲಾ ಕೈಗಾರಿಕಾ ಕೇಂದ್ರ, ದೂರವಾಣಿ ಸಂಖ್ಯೆ: 08192-230123 ನ್ನು ಸಂಪರ್ಕಿಸಬಹುದೆಂದು ಸಂಬಂಧಪಟ್ಟ ನಿರ್ದೇಶಕರು ತಿಳಿಸಿದ್ದಾರೆ.	[11, 1470, 390, 1627]
meeting-photo	[689, 158, 1219, 474]
jatha-article-col-1-text: ದಾವಣಗೆರೆ: ವಿಶ್ವ ಬಾಲಕಾರ್ಮಿಕ ಪದ್ಧತಿ ವಿರೋಧಿ ದಿನದ ಅಂಗವಾಗಿ ದಾವಣಗೆರೆ ನಗರದಲ್ಲಿ ಬಾಲಕಾರ್ಮಿಕ ಪದ್ಧತಿ ವಿರುದ್ಧ ಸಾರ್ವಜನಿಕರಲ್ಲಿ ಅರಿವು ಮೂಡಿಸಲು ನಗರದ ಹೈಸ್ಕೂಲ್ ಮೈದಾನದಲ್ಲಿ ಪ್ರಧಾನ ಜಿಲ್ಲಾ ಮತ್ತು ಸತ್ರ ನ್ಯಾಯಾಧೀಶರು ಮತ್ತು ಜಿಲ್ಲಾ ಕಾನೂನು ಸೇವಾ ಪ್ರಾಧಿಕಾರದ ಅಧ್ಯಕ್ಷರಾದ ವೇಲಾ.ಡಿ.ಕೆ ಹಸಿರು ನಿಶಾನೆ ತೋರುವ ಮೂಲಕ ಗುರುವಾರ ಜೂನ್ 12 ರಂದು ಜಾಥಾಕ್ಕೆ ಚಾಲನೆ ನೀಡಿ, ಬಳಿಕ ಮಾತನಾಡಿದರು. ಕಾರ್ಮಿಕರು ದೇಶದ ಬೆನ್ನೆಲುಬಾದರೆ, ಬಾಲಕಾರ್ಮಿಕರು ದೇಶದ ಪಿಡುಗು.	[414, 1025, 644, 1182]
bottom-article-col-5-text: ಹೊಗಲಾಡಿಸೋಣ ಎಂದರು. ಬಾಲ ಕಾರ್ಮಿಕ ಪದ್ಧತಿ ವಿರೋಧ ಕುರಿತು ನಡೆದ ಪ್ರಬಂಧ ಸ್ಪರ್ಧೆಯಲ್ಲಿ ವಿಜೇತರಾದ ಜಿಲ್ಲಾ ಮಟ್ಟದ ವಿದ್ಯಾರ್ಥಿಗಳಿಗೆ ಬಹುಮಾನ ವಿತರಿಸಲಾಯಿತು. ಬಾಲ ಕಾರ್ಮಿಕರ ಅತಿ ಹೆಚ್ಚು ಪ್ರಕರಣ(13) ದಾಖಲಿಸಿರುವ ಪೊಲೀಸ್ ಅಧಿಕಾರಿಗಳನ್ನು ಸನ್ಮಾನಿಸಲಾಯಿತು. ಇದೇ ಸಂದರ್ಭದಲ್ಲಿ ಬಾಲಕಾರ್ಮಿಕ ವಿರೋಧಿ ದಿನಾಚರಣೆ ಕುರಿತು ಪ್ರತಿಜ್ಞಾ ವಿಧಿ ಬೋಧಿಸಲಾಯಿತು. ಸಭೆಯಲ್ಲಿ ಹೆಚ್ಚುವರಿ ಪೊಲೀಸ್ ವರಿಷ್ಠಾಧಿಕಾರಿ ಮಂಜುನಾಥ್, ಸಹಾಯಕ ಕಾರ್ಮಿಕ ಆಯುಕ್ತ ಅವಿನಾಶ್ ನಾಯ್ಕ, ಕಾರ್ಮಿಕ ಅಧಿಕಾರಿ ಇಬ್ರಾಹಿಂ ಸಾಬ್, ಡಿಡಿಪಿಐ ಕೊಟ್ರೇಶ್ ಸೇರಿದಂತೆ ವಿವಿಧ ಇಲಾಖೆಯ ಅಧಿಕಾರಿಗಳು ಉಪಸ್ಥಿತರಿದ್ದರು.	[1218, 1804, 1529, 1944]
jatha-article-col-2	[652, 1023, 882, 1286]
ceremony-photo	[330, 1812, 903, 2042]
condolence-photo	[1155, 787, 1529, 936]
clean-article-col-2-text: ಬಳಸುವುದನ್ನು ನಿಷೇಧಿಸಲಾಗಿದೆ. ಪ್ಲಾಸ್ಟಿಕ್ ಬಳಕೆ ಕಂಡುಬಂದಲ್ಲಿ ದಂಡ ವಿಧಿಸಲಾಗುವುದು. ನಗರ ಸ್ವಚ್ಛತೆಯಲ್ಲಿ ಪೌರಕಾರ್ಮಿಕರು ಶ್ರಮಿಸುತ್ತಿದ್ದು, ಪಾಲಿಕೆಯಿಂದ ಹಲವು ಕಾರ್ಯಕ್ರಮಗಳನ್ನು ರೂಪಿಸಲಾಗಿದೆ. ಉದ್ದಿಮೆದಾರರು ತಮ್ಮ ಅಂಗಡಿಗಳ ಮುಂದೆ ಕಸ ಬುಟ್ಟಿ ಇಟ್ಟುಕೊಳ್ಳಬೇಕು. ಸಾರ್ವಜನಿಕ ಸ್ಥಳಗಳಲ್ಲಿ ಕಸ ಎಸೆಯುವುದು, ಉಗುಳುವುದು ಕಂಡುಬಂದಲ್ಲಿ ದಂಡ ವಿಧಿಸಲಾಗುವುದು ಎಂದು ತಿಳಿಸಿದರು.	[609, 1511, 966, 1597]
clean-photo	[609, 1353, 968, 1505]
left-headline-1: ವಿವಿಧ ಯೋಜನೆಗಳಿಗೆ ಅರ್ಜಿ ಆಹ್ವಾನ	[11, 57, 231, 78]
jatha-photo	[414, 833, 884, 1019]
bottom-article-col-3-text: 18 ವರ್ಷದೊಳಗಿನ ನಿಶ್ಚಿತ ಮಕ್ಕಳು, ಸರ್ಕಾರದ ಸೌಲಭ್ಯಗಳಿಂದ ವಂಚಿತರಾದ ಪ್ರತಿಯೊಬ್ಬರಿಗೂ ಕಾನೂನು ಸೇವಾ ಪ್ರಾಧಿಕಾರದ ವತಿಯಿಂದ ಸಹಾಯ ನೀಡಲಾಗುವುದು. ಸಮಾಜದ ಪ್ರತಿಯೊಬ್ಬರೂ ಮಕ್ಕಳ ಜಾಗೃತಿ ಮೂಡಿಸಬೇಕು ಎಂದರು. ಜಿಲ್ಲಾಧಿಕಾರಿ ಜಿ.ಎಂ.ಗಂಗಾಧರಸ್ವಾಮಿ ಮಾತನಾಡಿ, ನಮ್ಮ ಜಿಲ್ಲೆಯಲ್ಲಿ ಬಾಲ ಕಾರ್ಮಿಕ ಪದ್ಧತಿ ನಿರ್ಮೂಲನೆಗೆ ಪ್ರತಿಯೊಬ್ಬರೂ ಕೈಜೋಡಿಸಬೇಕು. ಜಿಲ್ಲೆಯಲ್ಲಿ ಬಾಲಕಾರ್ಮಿಕರು ಕಂಡು ಬಂದಲ್ಲಿ ಸಹಾಯವಾಣಿ ಸಂಖ್ಯೆಗೆ ಕರೆ ಮಾಡಿ ಮಾಹಿತಿ ನೀಡಬೇಕು ಎಂದರು.	[621, 2048, 902, 2169]
bottom-article-col-2	[330, 2047, 615, 2393]
left-article-2-text: ಚಿತ್ರದುರ್ಗ: ಕರ್ನಾಟಕ ಮಡಿವಾಳ ಮಾಚಿದೇವ ಅಭಿವೃದ್ಧಿ ನಿಗಮ ನಿಯಮಿತದಿಂದ 2025-26ನೇ ಸಾಲಿನ ವಿವಿಧ ಯೋಜನೆಯಡಿ ಸಾಲ ಸೌಲಭ್ಯಕ್ಕಾಗಿ ಆನ್‌ಲೈನ್ ಮೂಲಕ ಅರ್ಜಿ ಆಹ್ವಾನಿಸಿದೆ. ಅರ್ಜಿದಾರರು ಕರ್ನಾಟಕ ರಾಜ್ಯದ ಖಾಯಂ ನಿವಾಸಿಗಳಾಗಿದ್ದು, ಪ್ರವರ್ಗ 2ಎ ಅಡಿ ಬರುವ ಮಡಿವಾಳ ಹಾಗೂ ಅದರ ಉಪಜಾತಿಗೆ ಸೇರಿರಬೇಕು. ಚಾಲ್ತಿಯಲ್ಲಿರುವ ಜಾತಿ ಮತ್ತು ಆದಾಯ ಪ್ರಮಾಣ ಪತ್ರ ಕಡ್ಡಾಯವಾಗಿರುತ್ತದೆ. ಆಸಕ್ತರು ಸ್ವಯಂ ಉದ್ಯೋಗ ವೈಯಕ್ತಿಕ ಸಾಲ ಯೋಜನೆ, ಗಂಗಾಕಲ್ಯಾಣ ನೀರಾವರಿ ಯೋಜನೆ, ಅರಿವು ಶೈಕ್ಷಣಿಕ ಸಾಲ ಯೋಜನೆ, ವಿದೇಶಿ ವಿದ್ಯಾಭ್ಯಾಸ ಸಾಲ ಯೋಜನೆ, ಸ್ವಾವಲಂಬಿ ಸಾರಥಿ ಯೋಜನೆ, ವಾಣಿಜ್ಯ ಬ್ಯಾಂಕುಗಳ ಸಹಯೋಗದೊಂದಿಗೆ ಸ್ವಯಂ ಉದ್ಯೋಗ ಸಾಲ ಯೋಜನೆಗಳ ಸೌಲಭ್ಯ ಪಡೆಯಲು ಆನ್‌ಲೈನ್ https://sevasindhu.karnataka.gov.in ಮೂಲಕ ಅಥವಾ ಸಮೀಪದ ಗ್ರಾಮ ಒನ್, ಬೆಂಗಳೂರು ಒನ್ ಮತ್ತು ಕರ್ನಾಟಕ ಒನ್ ಸೇವಾಕೇಂದ್ರಗಳಲ್ಲಿ ಆನ್‌ಲೈನ್ ಮೂಲಕ ಅರ್ಜಿ ಸಲ್ಲಿಸಬಹುದು. ನಿಗಮದಲ್ಲಿನ ಸ್ವಾತಂತ್ರ್ಯ ಅಮೃತ ಮಹೋತ್ಸವ ಮುದ್ರಾ ಯೋಜನೆಗೆ ವೆಬ್ ಸೈಟ್ https://www.kaushalkar.com/ ಮೂಲಕ ಅರ್ಜಿ ಸಲ್ಲಿಸಬೇಕು. ಜೂನ್ 30 ಅರ್ಜಿ ಸಲ್ಲಿಸಲು ಕಡೆಯ ದಿನವಾಗಿದೆ. ಯೋಜನೆಗಳ ಮಾರ್ಗಸೂಚಿ, ಅಗತ್ಯ ಇರುವ ಶೈಕ್ಷಣಿಕ ಅರ್ಹತೆ, ವಯೋಮಾನ, ಕುಟುಂಬ ಆದಾಯ ಮಿತಿ ಸೇರಿದಂತೆ ಇತರೆ ಮಾಹಿತಿಗಾಗಿ ನಿಗಮದ ವೆಬ್ ಸೈಟ್ https://www.kmmd.karnataka.gov.in ಸಂಪರ್ಕಿಸಬಹುದು. ನಿಗಮದ ದೂರವಾಣಿ ಸಂಖ್ಯೆ 080-22374832, 8050770004, 8050770005 ಕರೆ ಮಾಡಬಹುದು ಎಂದು ಜಿಲ್ಲಾ ವ್ಯವಸ್ಥಾಪಕ ಹೆಚ್.ಶಿಲ್ಪಾ ತಿಳಿಸಿದ್ದಾರೆ.	[11, 956, 390, 1238]
left-headline-2: ವಿವಿಧ ಯೋಜನೆಗಳಿಗೆ ಅರ್ಜಿ ಆಹ್ವಾನ	[11, 927, 231, 948]
newspaper-title: ಪಾಂಡವ	[722, 0, 818, 39]
top-story-bottom-rule	[403, 781, 1531, 783]
jatha-photo-illustration	[415, 834, 883, 1018]
right-vertical-rule	[1147, 784, 1150, 1688]
jatha-underline	[403, 824, 1143, 825]
condolence-photo-illustration	[1156, 788, 1528, 935]
top-sub-underline	[403, 152, 1531, 153]
left-rule-1	[8, 919, 391, 921]
bottom-article-col-3	[621, 2047, 902, 2393]
info-headline-1: ವಾರ್ತಾ, ಸಾರ್ವಜನಿಕ ಸಂಪರ್ಕ	[1221, 1280, 1462, 1309]
clean-article-col-3	[972, 1338, 1143, 1686]
bottom-article-col-4	[910, 1803, 1209, 2393]
clean-article-col-2	[609, 1510, 966, 1686]
jatha-bottom-rule	[403, 1289, 1143, 1291]
plane-headline-1: ವಿಮಾನ ದುರಂತ ಬೆಟಗೇರಿ ರೇಲ್ವೆ	[1228, 940, 1455, 965]
plane-bottom-rule	[1153, 1273, 1531, 1276]
ceremony-photo-illustration	[331, 1813, 903, 2041]
info-article-text: ದಾವಣಗೆರೆ: ಸರ್ಕಾರದ ಎರಡು ವರ್ಷದ ಸಾಧನೆ ಮತ್ತು ಯೋಜನೆಗಳನ್ನು ಬಿಂಬಿಸುವ ವಸ್ತುಪ್ರದರ್ಶನವನ್ನು ಜೂನ್ 16 ರವರೆಗೆ ಏರ್ಪಡಿಸಿದ್ದು ನೀವೆಲ್ಲರೂ ಭೇಟಿ ನೀಡಿ ಸದುಪಯೋಗಪಡಿಸಿಕೊಳ್ಳಬೇಕೆಂದು ಜಿಲ್ಲಾಧಿಕಾರಿ ಜಿ.ಎಂ.ಗಂಗಾಧರಸ್ವಾಮಿ ತಿಳಿಸಿದರು. ಸರ್ಕಾರದ ಎರಡು ವರ್ಷಗಳ ಸಾಧನೆ ಹಾಗೂ ಸರ್ಕಾರದ ಪಂಚ ಗ್ಯಾರಂಟಿ ಯೋಜನೆಗಳಾದ ಶಕ್ತಿ ಯೋಜನೆ, ಗೃಹಜ್ಯೋತಿ, ಗೃಹಲಕ್ಷ್ಮಿ, ಅನ್ನಭಾಗ್ಯ, ಯುವನಿಧಿ ಯೋಜನೆಗಳ ಬಗ್ಗೆ ಮಾಹಿತಿ ನೀಡಲಾಗುತ್ತಿದ್ದು, ಪ್ರತಿಯೊಬ್ಬರೂ ವೀಕ್ಷಿಸಿ ಯೋಜನೆಗಳ ಸೌಲಭ್ಯ ಪಡೆಯಬೇಕೆಂದರು. ಈ ವೇಳೆ ಜಿಲ್ಲಾ ಪಂಚಾಯತ್ ಸಿಇಓ ಸುರೇಶ್ ಬಿ ಇಟ್ನಾಳ್, ವಾರ್ತಾ ಮತ್ತು ಸಾರ್ವಜನಿಕ ಸಂಪರ್ಕ ಇಲಾಖೆಯ ಉಪ ನಿರ್ದೇಶಕರಾದ ಧನಂಜಯ, ಅಧಿಕಾರಿಗಳು ಹಾಗೂ ಸಿಬ್ಬಂದಿ ಉಪಸ್ಥಿತರಿದ್ದರು. ವಸ್ತುಪ್ರದರ್ಶನದಲ್ಲಿ ಸರ್ಕಾರದ ಸಾಧನೆ ಕುರಿತ ಮಾಹಿತಿ ನೀಡಲಾಗಿದೆ.	[1155, 1353, 1528, 1510]
bottom-article-col-4-text: ನೀಡಬೇಕು. ಅಂತಹವರ ಮೇಲೆ ಕಾನೂನಾತ್ಮಕ ಕ್ರಮ ಕೈಗೊಳ್ಳಲಾಗುವುದು. ಬಾಲಕಾರ್ಮಿಕರನ್ನು ರಕ್ಷಿಸಿ ಶಿಕ್ಷಣ ನೀಡುವ ಕಾರ್ಯ ನಡೆಯುತ್ತಿದೆ. ಜಿಲ್ಲಾ ಪಂಚಾಯತ್ ಸಿಇಓ ಸುರೇಶ್ ಬಿ ಇಟ್ನಾಳ್ ಮಾತನಾಡಿ, ಸಂವಿಧಾನದ ಅನುಚ್ಛೇದ 21ರ ಪ್ರಕಾರ 14 ವರ್ಷದೊಳಗಿನ ಪ್ರತಿಯೊಬ್ಬ ಮಗುವಿಗೆ ಉಚಿತ ಮತ್ತು ಕಡ್ಡಾಯ ಶಿಕ್ಷಣ ನೀಡಬೇಕಾಗಿದೆ. ಶಿಕ್ಷಣದಿಂದ ಮಾತ್ರ ಸಮಾಜದ ಪ್ರಗತಿ ಸಾಧ್ಯ. 1960 ಮತ್ತು 1970 ರ ದಶಕದಲ್ಲಿ ರೂ.2.7ರಷ್ಟು ಮಕ್ಕಳು ಶಾಲೆಯಿಂದ ಹೊರಗುಳಿದಿದ್ದರು. ಅಂತಹವರ ಮೇಲೆ ಕಠಿಣ ಕ್ರಮ ಜರುಗಿಸಲಾಗುವುದು.	[910, 1804, 1209, 1925]
issue-date: ಶನಿವಾರ 14, ಜೂನ್ 2025	[11, 6, 171, 25]
top-article-col-1-text: ಗದಗ: ಜಿಲ್ಲೆಯಲ್ಲಿ ಬೆಣ್ಣೆಹಳ್ಳ ಹಾಗೂ ನದಿಯ ಪ್ರವಾಹಕ್ಕೊಳಗಾಗುವ ಗ್ರಾಮಗಳ ಸಾರ್ವಜನಿಕರ ಸುರಕ್ಷತೆಗೆ ಸ್ಥಳೀಯ ಅಧಿಕಾರಿಗಳು ಪ್ರಥಮಾದ್ಯತೆ ನೀಡಬೇಕು ಎಂದು ಜಿಲ್ಲಾಧಿಕಾರಿ ಸಿ.ಎನ್.ಶ್ರೀಧರ್ ಅವರು ಕಟ್ಟುನಿಟ್ಟಿನ ನಿರ್ದೇಶನ ನೀಡಿದರು. ಜಿಲ್ಲಾಡಳಿತ ಭವನದ ಜಿಲ್ಲಾಧಿಕಾರಿಗಳ ಕಚೇರಿಯಿಂದ ವಿಡಿಯೋ ಕಾನ್ಫರೆನ್ಸ್ ಮೂಲಕ ಗುರುವಾರ ಬೆಣ್ಣೆಹಳ್ಳ ಹಾಗೂ ನದಿಯ ಪ್ರವಾಹದಿಂದ ತೊಂದರೆಗೊಳಗಾಗುವ ಗ್ರಾಮಗಳ ಸುರಕ್ಷತೆ ಕುರಿತಂತೆ ತಾಲೂಕಾ ಅಧಿಕಾರಿಗಳೊಂದಿಗೆ ಪ್ರವಾಹ ಪರಿಸ್ಥಿತಿ ಕುರಿತು ಜರುಗಿದ ಸಭೆಯ ಅಧ್ಯಕ್ಷತೆ ವಹಿಸಿ ಅವರು ಮಾತನಾಡಿದರು. ಅವಧಿ ಮಳೆಯಿಂದ ಬಿದ್ದ ಮಳೆ ನೀರು ಚರಂಡಿ ಹಾಗೂ ಹಳ್ಳದ ಮೂಲಕ ಸರಾಗವಾಗಿ ಮುಂದೆ ಸಾಗುವಂತೆ ಇರುವ ಚರಂಡಿ, ಕಲ್ವರ್ಟ್ ತೆರವುಗೊಳಿಸಬೇಕು. ಇದರಿಂದ ವಿನಾಕಾರಣ ಮಳೆ ನೀರು ಮನೆಗಳಿಗೆ ನುಗ್ಗುವುದನ್ನು ತಡೆಯಬಹುದಾಗಿದೆ ಎಂದರು. ಜಿಲ್ಲಾ ಮಟ್ಟದ ಅಧಿಕಾರಿಗಳು ಸೇರಿದಂತೆ ಎಲ್ಲರೂ ಕೇಂದ್ರ ಸ್ಥಾನದಲ್ಲಿದ್ದು ಎಚ್ಚರಿಕೆಯಿಂದ ಪ್ರವಾಹ ಪರಿಸ್ಥಿತಿ ಎದುರಿಸಲು ಸಜ್ಜಾಗಿರಬೇಕು ಎಂದು ಸೂಚಿಸಿದರು. ಈ ಹಿಂದೆ ಅತೀ ಪ್ರವಾಹದ ಪ್ರವಾಹ ಪರಿಸ್ಥಿತಿ ಎದುರಾದಾಗ ಜಿಲ್ಲೆಯಲ್ಲಿ ಕಾರ್ಯನಿರ್ವಹಿಸಿದ ಅನೇಕ ಅಧಿಕಾರಿಗಳು ಅನುಭವ ಹೊಂದಿರುತ್ತಾರೆ.	[403, 160, 683, 442]
left-rule-2	[8, 1433, 391, 1435]
page-number: 3	[1491, 3, 1512, 39]
top-article-col-2	[689, 477, 946, 779]
top-article-col-1	[403, 158, 683, 779]
jatha-article-col-3-text: ಇಲಾಖೆ ದೂ.ಸಂ: 08192-237332, ಹಾಗೂ ಪೊಲೀಸ್ ಸಹಾಯವಾಣಿ 112 ಗೆ ಕರೆ ಮಾಡಲು ಹಾಗೂ ದಾವಣಗೆರೆ ಜಿಲ್ಲೆಯನ್ನು ಬಾಲಕಾರ್ಮಿಕ ಮುಕ್ತ ಜಿಲ್ಲೆಯನ್ನಾಗಿಸಲು ಸಾರ್ವಜನಿಕರು ಸಹಕರಿಸಬೇಕೆಂದು ವಿನಂತಿಸಿದರು. ಜಾಥಾವು ನಗರದ ಹೈಸ್ಕೂಲ್ ಮೈದಾನದಿಂದ ಪ್ರಾರಂಭವಾಗಿ ಗಾಂಧಿವೃತ್ತ, ಜಯದೇವ ಸರ್ಕಲ್ ಪ್ರವೇಶದ ಮೂಲಕ ಹೈಸ್ಕೂಲ್ ಮೈದಾನದಲ್ಲಿ ಮುಕ್ತಾಯಗೊಂಡಿತು. ಕಾರ್ಯಕ್ರಮದಲ್ಲಿ ಹಿರಿಯ ಸಿವಿಲ್ ನ್ಯಾಯಾಧೀಶರು ಹಾಗೂ ಜಿಲ್ಲಾ ಕಾನೂನು ಸೇವಾ ಪ್ರಾಧಿಕಾರದ ಸದಸ್ಯ ಕಾರ್ಯದರ್ಶಿ ಮಹಾವೀರ ಮ. ಕರೆಣ್ಣನವರ, ಸಹಾಯಕ ಕಾರ್ಮಿಕ ಆಯುಕ್ತರಾದ ಡಾ.ಅವಿನಾಶ್ ನಾಯ್ಕ, ಕಾರ್ಮಿಕ ಅಧಿಕಾರಿ ಇಬ್ರಾಹಿಂ ಸಾಬ್ ಸಿ, ನಿವೃತ್ತ ಪೊಲೀಸ್ ಅಧಿಕಾರಿ ರವೀನಾರಾಯಣ, ಜಿಲ್ಲಾ ವಕೀಲರ ಸಂಘದ ಅಧ್ಯಕ್ಷರಾದ ಎಲ್.ಹೆಚ್.ಅರುಣಕುಮಾರ್, ಡಿಡಿಪಿಐ ಕೊಟ್ರೇಶ್.ಜಿ, ಡಿಡಿಪಿಯು ಕರಿಸಿದ್ದಪ್ಪ ಸೇರಿದಂತೆ ಇಲಾಖೆಯ ಸಿಬ್ಬಂದಿಗಳು ಭಾಗವಹಿಸಿದ್ದರು.	[890, 835, 1141, 1063]
info-article	[1155, 1352, 1528, 1686]
top-article-col-3	[954, 477, 1218, 779]
clean-article-col-3-text: ಕೆಲವು ಮನೆಗಳಿಂದ ಸರಿಯಾಗಿ ತ್ಯಾಜ್ಯ ಬರುತ್ತಿಲ್ಲ ಎಂಬ ದೂರುಗಳಿದ್ದು ಸಂಬಂಧಪಟ್ಟವರ ವಿರುದ್ಧ ಕ್ರಮ ಕೈಗೊಳ್ಳಲಾಗುವುದು. ಈ ಸಂದರ್ಭದಲ್ಲಿ ಪಾಲಿಕೆಯ ಅಧಿಕಾರಿಗಳು, ಆರೋಗ್ಯ ನಿರೀಕ್ಷಕರು, ಪರಿಸರ ಅಭಿಯಂತರರು ಹಾಗೂ ಸಿಬ್ಬಂದಿ ವರ್ಗದವರು ಉಪಸ್ಥಿತರಿದ್ದರು.	[972, 1339, 1143, 1461]
